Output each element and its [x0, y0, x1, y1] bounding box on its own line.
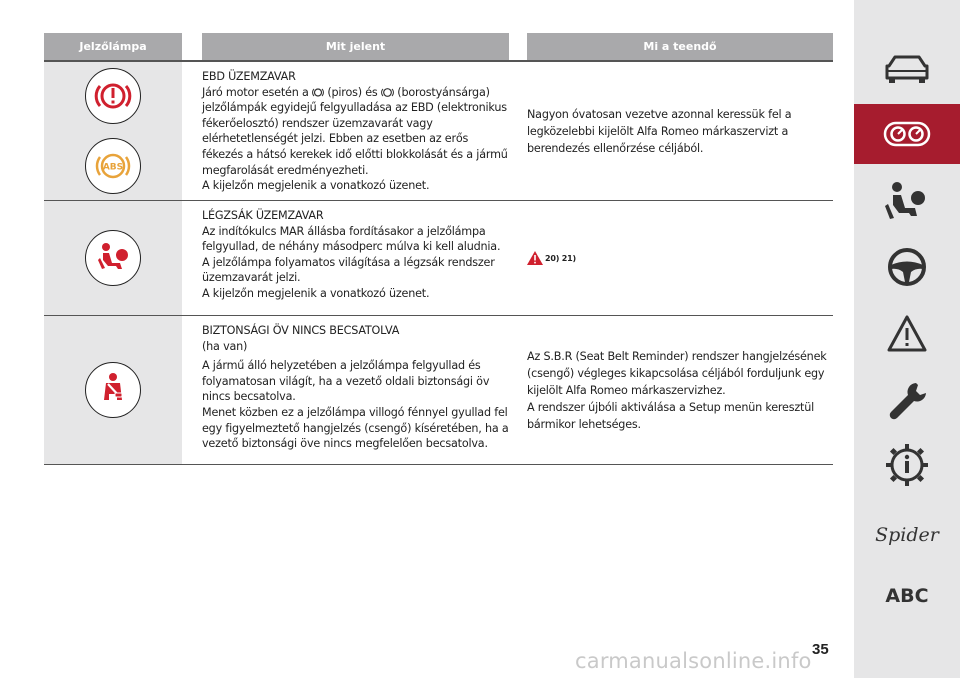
display-note: A kijelzőn megjelenik a vonatkozó üzenet. [202, 179, 430, 193]
sidebar-item-spider[interactable] [854, 515, 960, 555]
meaning-cell [202, 201, 509, 315]
meaning-cell [202, 62, 509, 200]
fault-title: EBD ÜZEMZAVAR [202, 70, 296, 83]
fault-subtitle: (ha van) [202, 339, 248, 353]
sidebar-item-safety[interactable] [854, 172, 960, 230]
warning-triangle-icon [886, 314, 928, 354]
fault-description: A jármű álló helyzetében a jelzőlámpa felgyullad és folyamatosan világít, ha a vezető oldali biztonsági öv nincs becsatolva. [202, 359, 490, 404]
sidebar-nav [854, 0, 960, 678]
steering-wheel-icon [886, 246, 928, 288]
info-gear-icon [885, 443, 929, 487]
sidebar-item-dashboard[interactable] [854, 104, 960, 164]
sidebar-item-technical-data[interactable] [854, 436, 960, 494]
action-cell [527, 62, 833, 200]
fault-title: BIZTONSÁGI ÖV NINCS BECSATOLVA [202, 324, 400, 337]
warning-lights-table [44, 33, 833, 465]
fault-title: LÉGZSÁK ÜZEMZAVAR [202, 209, 324, 222]
action-text-2: A rendszer újbóli aktiválása a Setup menün keresztül bármikor lehetséges. [527, 400, 815, 431]
fault-description: Járó motor esetén a (piros) és (borostyánsárga) jelzőlámpák egyidejű felgyulladása az EBD (elektronikus fékerőelosztó) rendszer üzemzavarát vagy elérhetetlenségét jelzi. Ebben az esetben az erős fékezés a hátsó kerekek idő előtti blokkolását és a jármű megfarolását eredményezheti. [202, 85, 508, 177]
svg-text:ABS: ABS [102, 162, 124, 173]
action-cell [527, 316, 833, 464]
fault-description-2: A jelzőlámpa folyamatos világítása a légzsák rendszer üzemzavarát jelzi. [202, 255, 495, 285]
sidebar-item-maintenance[interactable] [854, 372, 960, 430]
page-number: 35 [812, 641, 829, 658]
action-cell [527, 201, 833, 315]
airbag-warning-icon [85, 230, 141, 286]
dashboard-gauges-icon [883, 121, 931, 147]
index-label: ABC [885, 585, 929, 607]
icon-cell [44, 201, 182, 315]
seat-person-icon [885, 180, 929, 222]
sidebar-item-index[interactable] [854, 578, 960, 614]
icon-cell [44, 316, 182, 464]
abs-inline-icon [381, 87, 394, 98]
sidebar-item-driving[interactable] [854, 238, 960, 296]
action-text: Az S.B.R (Seat Belt Reminder) rendszer hangjelzésének (csengő) végleges kikapcsolása céljából forduljunk egy kijelölt Alfa Romeo márkaszervizhez. [527, 349, 827, 397]
brake-warning-red-icon [85, 68, 141, 124]
abs-amber-icon [85, 138, 141, 194]
table-row [44, 316, 833, 465]
table-row [44, 62, 833, 201]
warning-reference [527, 250, 833, 267]
header-action: Mi a teendő [527, 33, 833, 60]
car-icon [883, 52, 931, 84]
icon-cell [44, 62, 182, 200]
action-text: Nagyon óvatosan vezetve azonnal keressük fel a legközelebbi kijelölt Alfa Romeo márkaszervizt a berendezés ellenőrzése céljából. [527, 107, 792, 155]
warning-triangle-icon [527, 251, 543, 265]
table-row [44, 201, 833, 316]
wrench-icon [886, 379, 928, 423]
fault-description: Az indítókulcs MAR állásba fordításakor a jelzőlámpa felgyullad, de néhány másodperc múlva ki kell aludnia. [202, 224, 501, 254]
watermark: carmanualsonline.info [575, 649, 812, 673]
spider-logo: Spider [875, 524, 939, 546]
header-meaning: Mit jelent [202, 33, 509, 60]
meaning-cell [202, 316, 509, 464]
sidebar-item-emergency[interactable] [854, 305, 960, 363]
reference-numbers: 20) 21) [545, 253, 576, 263]
table-header [44, 33, 833, 60]
display-note: A kijelzőn megjelenik a vonatkozó üzenet. [202, 286, 430, 300]
brake-inline-icon [312, 87, 324, 98]
sidebar-item-vehicle[interactable] [854, 38, 960, 98]
fault-description-2: Menet közben ez a jelzőlámpa villogó fénnyel gyullad fel egy figyelmeztető hangjelzés (csengő) kíséretében, ha a vezető biztonsági öve nincs megfelelően becsatolva. [202, 405, 509, 451]
seatbelt-warning-icon [85, 362, 141, 418]
header-warning-light: Jelzőlámpa [44, 33, 182, 60]
